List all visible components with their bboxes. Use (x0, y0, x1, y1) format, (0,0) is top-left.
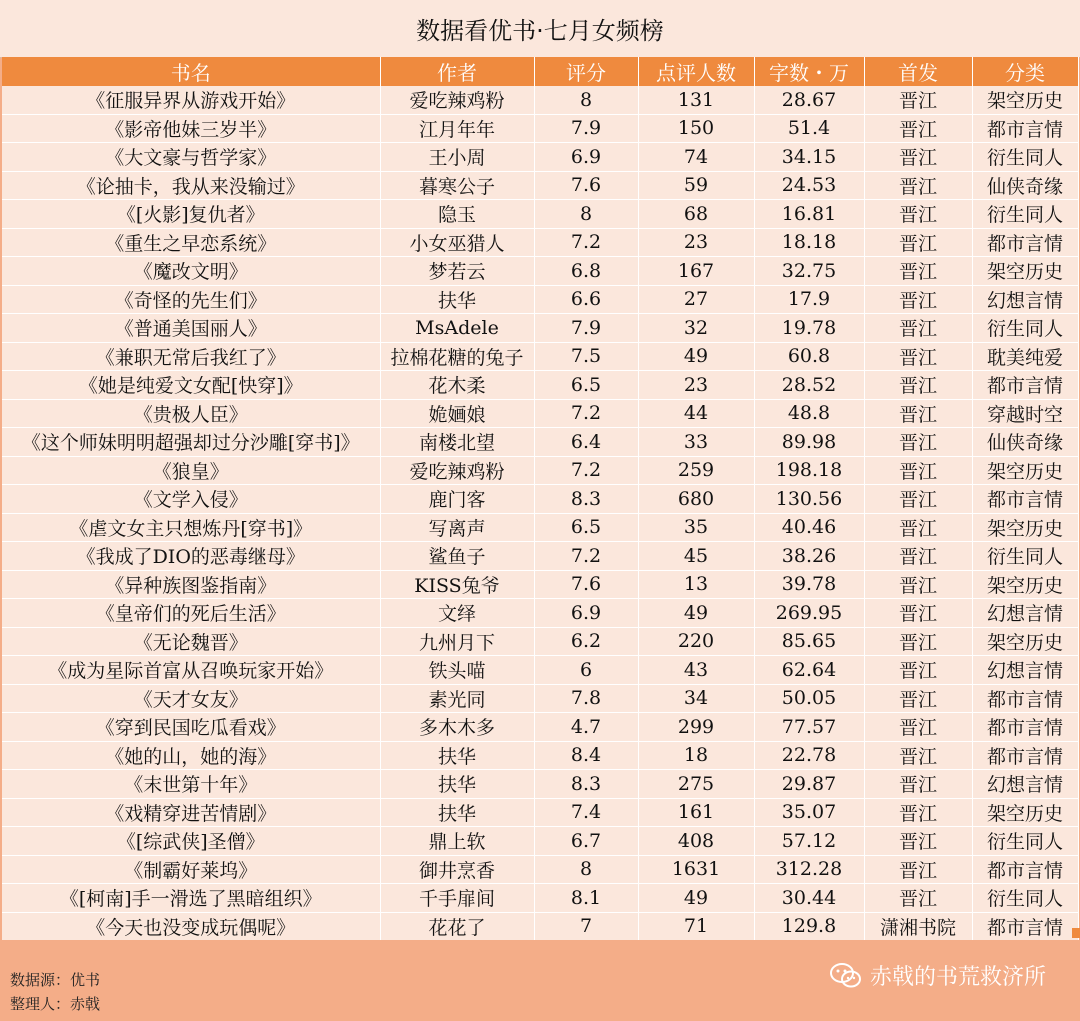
cell-platform: 晋江 (864, 257, 972, 286)
cell-word-count: 60.8 (754, 342, 864, 371)
table-row (2, 456, 1078, 485)
cell-author: 花木柔 (380, 371, 534, 400)
cell-review-count: 259 (638, 456, 754, 485)
cell-review-count: 23 (638, 228, 754, 257)
cell-book-name: 《兼职无常后我红了》 (2, 342, 380, 371)
cell-platform: 晋江 (864, 855, 972, 884)
table-row (2, 228, 1078, 257)
cell-author: 鲨鱼子 (380, 542, 534, 571)
cell-category: 都市言情 (972, 741, 1078, 770)
cell-category: 都市言情 (972, 114, 1078, 143)
table-row (2, 741, 1078, 770)
cell-review-count: 23 (638, 371, 754, 400)
cell-word-count: 17.9 (754, 285, 864, 314)
cell-platform: 晋江 (864, 741, 972, 770)
cell-author: 扶华 (380, 770, 534, 799)
cell-platform: 晋江 (864, 456, 972, 485)
cell-rating: 7.9 (534, 114, 638, 143)
cell-rating: 6 (534, 656, 638, 685)
cell-platform: 晋江 (864, 371, 972, 400)
cell-book-name: 《她的山，她的海》 (2, 741, 380, 770)
cell-author: 鼎上软 (380, 827, 534, 856)
table-row (2, 314, 1078, 343)
cell-author: 九州月下 (380, 627, 534, 656)
cell-book-name: 《末世第十年》 (2, 770, 380, 799)
cell-author: 花花了 (380, 912, 534, 941)
cell-rating: 8 (534, 86, 638, 114)
cell-word-count: 38.26 (754, 542, 864, 571)
cell-rating: 7 (534, 912, 638, 941)
cell-word-count: 34.15 (754, 143, 864, 172)
cell-book-name: 《成为星际首富从召唤玩家开始》 (2, 656, 380, 685)
cell-review-count: 161 (638, 798, 754, 827)
cell-word-count: 16.81 (754, 200, 864, 229)
cell-platform: 晋江 (864, 399, 972, 428)
cell-word-count: 129.8 (754, 912, 864, 941)
cell-review-count: 49 (638, 342, 754, 371)
cell-rating: 6.5 (534, 371, 638, 400)
cell-word-count: 29.87 (754, 770, 864, 799)
cell-word-count: 89.98 (754, 428, 864, 457)
cell-author: MsAdele (380, 314, 534, 343)
cell-review-count: 1631 (638, 855, 754, 884)
table-row (2, 656, 1078, 685)
cell-word-count: 39.78 (754, 570, 864, 599)
table-row (2, 371, 1078, 400)
table-header-row (2, 57, 1078, 86)
table-row (2, 798, 1078, 827)
watermark (830, 960, 1046, 991)
cell-rating: 8 (534, 855, 638, 884)
source-block (10, 968, 100, 1016)
cell-book-name: 《这个师妹明明超强却过分沙雕[穿书]》 (2, 428, 380, 457)
cell-review-count: 49 (638, 884, 754, 913)
table-row (2, 827, 1078, 856)
cell-review-count: 34 (638, 684, 754, 713)
cell-rating: 7.5 (534, 342, 638, 371)
cell-review-count: 43 (638, 656, 754, 685)
cell-platform: 晋江 (864, 684, 972, 713)
cell-word-count: 130.56 (754, 485, 864, 514)
cell-word-count: 22.78 (754, 741, 864, 770)
table-row (2, 855, 1078, 884)
header-book-name: 书名 (2, 57, 380, 86)
table-row (2, 570, 1078, 599)
cell-author: 扶华 (380, 741, 534, 770)
cell-review-count: 299 (638, 713, 754, 742)
wechat-icon (830, 963, 862, 989)
cell-review-count: 408 (638, 827, 754, 856)
editor: 整理人：赤戟 (10, 995, 101, 1013)
cell-word-count: 85.65 (754, 627, 864, 656)
cell-book-name: 《[综武侠]圣僧》 (2, 827, 380, 856)
cell-author: 爱吃辣鸡粉 (380, 86, 534, 114)
cell-rating: 6.7 (534, 827, 638, 856)
table-row (2, 485, 1078, 514)
cell-word-count: 19.78 (754, 314, 864, 343)
cell-author: 扶华 (380, 798, 534, 827)
cell-review-count: 680 (638, 485, 754, 514)
cell-book-name: 《魔改文明》 (2, 257, 380, 286)
cell-word-count: 28.52 (754, 371, 864, 400)
cell-review-count: 68 (638, 200, 754, 229)
cell-review-count: 220 (638, 627, 754, 656)
cell-book-name: 《[柯南]手一滑选了黑暗组织》 (2, 884, 380, 913)
cell-author: 小女巫猎人 (380, 228, 534, 257)
cell-book-name: 《奇怪的先生们》 (2, 285, 380, 314)
cell-review-count: 71 (638, 912, 754, 941)
cell-category: 架空历史 (972, 798, 1078, 827)
cell-category: 幻想言情 (972, 599, 1078, 628)
cell-book-name: 《皇帝们的死后生活》 (2, 599, 380, 628)
cell-book-name: 《大文豪与哲学家》 (2, 143, 380, 172)
cell-rating: 8 (534, 200, 638, 229)
cell-category: 幻想言情 (972, 770, 1078, 799)
cell-category: 都市言情 (972, 485, 1078, 514)
table-row (2, 399, 1078, 428)
cell-word-count: 32.75 (754, 257, 864, 286)
cell-author: 姽婳娘 (380, 399, 534, 428)
cell-author: 拉棉花糖的兔子 (380, 342, 534, 371)
cell-rating: 7.4 (534, 798, 638, 827)
cell-author: 鹿门客 (380, 485, 534, 514)
cell-platform: 晋江 (864, 884, 972, 913)
cell-category: 架空历史 (972, 257, 1078, 286)
cell-category: 仙侠奇缘 (972, 171, 1078, 200)
cell-platform: 晋江 (864, 285, 972, 314)
cell-platform: 晋江 (864, 86, 972, 114)
cell-platform: 晋江 (864, 228, 972, 257)
cell-book-name: 《重生之早恋系统》 (2, 228, 380, 257)
cell-review-count: 33 (638, 428, 754, 457)
table-body (2, 86, 1078, 941)
cell-book-name: 《征服异界从游戏开始》 (2, 86, 380, 114)
cell-review-count: 18 (638, 741, 754, 770)
cell-word-count: 51.4 (754, 114, 864, 143)
cell-platform: 晋江 (864, 342, 972, 371)
cell-rating: 8.3 (534, 485, 638, 514)
cell-book-name: 《普通美国丽人》 (2, 314, 380, 343)
cell-category: 衍生同人 (972, 314, 1078, 343)
cell-author: 御井烹香 (380, 855, 534, 884)
cell-book-name: 《[火影]复仇者》 (2, 200, 380, 229)
header-review-count: 点评人数 (638, 57, 754, 86)
table-row (2, 171, 1078, 200)
cell-category: 衍生同人 (972, 542, 1078, 571)
cell-platform: 晋江 (864, 542, 972, 571)
cell-platform: 晋江 (864, 570, 972, 599)
cell-author: KISS兔爷 (380, 570, 534, 599)
cell-rating: 6.5 (534, 513, 638, 542)
header-rating: 评分 (534, 57, 638, 86)
cell-category: 衍生同人 (972, 827, 1078, 856)
cell-rating: 8.4 (534, 741, 638, 770)
cell-rating: 7.9 (534, 314, 638, 343)
cell-word-count: 198.18 (754, 456, 864, 485)
table-row (2, 513, 1078, 542)
cell-author: 素光同 (380, 684, 534, 713)
cell-book-name: 《戏精穿进苦情剧》 (2, 798, 380, 827)
cell-review-count: 44 (638, 399, 754, 428)
cell-rating: 7.6 (534, 570, 638, 599)
cell-platform: 晋江 (864, 627, 972, 656)
cell-category: 幻想言情 (972, 656, 1078, 685)
cell-author: 爱吃辣鸡粉 (380, 456, 534, 485)
cell-rating: 6.2 (534, 627, 638, 656)
table-row (2, 599, 1078, 628)
cell-review-count: 131 (638, 86, 754, 114)
table-row (2, 86, 1078, 114)
cell-platform: 晋江 (864, 599, 972, 628)
cell-author: 写离声 (380, 513, 534, 542)
cell-rating: 6.6 (534, 285, 638, 314)
cell-author: 千手扉间 (380, 884, 534, 913)
cell-review-count: 35 (638, 513, 754, 542)
table-row (2, 627, 1078, 656)
table-row (2, 342, 1078, 371)
table-row (2, 114, 1078, 143)
cell-book-name: 《我成了DIO的恶毒继母》 (2, 542, 380, 571)
cell-book-name: 《文学入侵》 (2, 485, 380, 514)
cell-category: 衍生同人 (972, 143, 1078, 172)
cell-platform: 晋江 (864, 171, 972, 200)
cell-category: 耽美纯爱 (972, 342, 1078, 371)
cell-category: 架空历史 (972, 570, 1078, 599)
cell-book-name: 《穿到民国吃瓜看戏》 (2, 713, 380, 742)
cell-author: 南楼北望 (380, 428, 534, 457)
table-row (2, 542, 1078, 571)
cell-author: 王小周 (380, 143, 534, 172)
table-row (2, 200, 1078, 229)
footer (0, 940, 1080, 1021)
cell-word-count: 18.18 (754, 228, 864, 257)
cell-review-count: 32 (638, 314, 754, 343)
data-source: 数据源：优书 (10, 971, 101, 989)
cell-rating: 6.9 (534, 599, 638, 628)
cell-category: 衍生同人 (972, 884, 1078, 913)
corner-mark (1072, 928, 1080, 938)
cell-book-name: 《狼皇》 (2, 456, 380, 485)
cell-rating: 7.2 (534, 399, 638, 428)
cell-rating: 7.2 (534, 228, 638, 257)
cell-rating: 7.2 (534, 456, 638, 485)
cell-platform: 晋江 (864, 200, 972, 229)
cell-category: 都市言情 (972, 713, 1078, 742)
cell-book-name: 《天才女友》 (2, 684, 380, 713)
table-row (2, 884, 1078, 913)
cell-word-count: 50.05 (754, 684, 864, 713)
ranking-table (2, 57, 1079, 941)
cell-word-count: 24.53 (754, 171, 864, 200)
cell-platform: 晋江 (864, 114, 972, 143)
cell-rating: 7.2 (534, 542, 638, 571)
cell-word-count: 48.8 (754, 399, 864, 428)
cell-platform: 晋江 (864, 513, 972, 542)
cell-platform: 晋江 (864, 143, 972, 172)
cell-author: 梦若云 (380, 257, 534, 286)
cell-rating: 7.6 (534, 171, 638, 200)
cell-review-count: 59 (638, 171, 754, 200)
cell-category: 架空历史 (972, 513, 1078, 542)
table-row (2, 912, 1078, 941)
title-bar (0, 0, 1080, 58)
cell-author: 扶华 (380, 285, 534, 314)
cell-rating: 6.8 (534, 257, 638, 286)
cell-category: 架空历史 (972, 456, 1078, 485)
cell-book-name: 《无论魏晋》 (2, 627, 380, 656)
cell-review-count: 45 (638, 542, 754, 571)
cell-author: 隐玉 (380, 200, 534, 229)
cell-category: 都市言情 (972, 228, 1078, 257)
cell-platform: 晋江 (864, 770, 972, 799)
cell-category: 都市言情 (972, 684, 1078, 713)
cell-book-name: 《异种族图鉴指南》 (2, 570, 380, 599)
table-row (2, 257, 1078, 286)
header-author: 作者 (380, 57, 534, 86)
cell-review-count: 167 (638, 257, 754, 286)
cell-review-count: 74 (638, 143, 754, 172)
cell-word-count: 35.07 (754, 798, 864, 827)
cell-book-name: 《虐文女主只想炼丹[穿书]》 (2, 513, 380, 542)
cell-platform: 晋江 (864, 485, 972, 514)
cell-category: 都市言情 (972, 855, 1078, 884)
table-row (2, 428, 1078, 457)
cell-review-count: 13 (638, 570, 754, 599)
cell-category: 都市言情 (972, 371, 1078, 400)
cell-word-count: 269.95 (754, 599, 864, 628)
cell-platform: 晋江 (864, 428, 972, 457)
cell-rating: 7.8 (534, 684, 638, 713)
cell-category: 仙侠奇缘 (972, 428, 1078, 457)
cell-category: 架空历史 (972, 627, 1078, 656)
cell-category: 架空历史 (972, 86, 1078, 114)
header-platform: 首发 (864, 57, 972, 86)
cell-rating: 8.1 (534, 884, 638, 913)
cell-rating: 8.3 (534, 770, 638, 799)
cell-author: 文绎 (380, 599, 534, 628)
header-category: 分类 (972, 57, 1078, 86)
cell-word-count: 57.12 (754, 827, 864, 856)
cell-platform: 晋江 (864, 798, 972, 827)
cell-book-name: 《今天也没变成玩偶呢》 (2, 912, 380, 941)
cell-author: 暮寒公子 (380, 171, 534, 200)
table-row (2, 713, 1078, 742)
page-title: 数据看优书·七月女频榜 (416, 17, 664, 45)
cell-word-count: 62.64 (754, 656, 864, 685)
cell-book-name: 《她是纯爱文女配[快穿]》 (2, 371, 380, 400)
cell-platform: 潇湘书院 (864, 912, 972, 941)
cell-platform: 晋江 (864, 827, 972, 856)
cell-platform: 晋江 (864, 314, 972, 343)
cell-rating: 6.9 (534, 143, 638, 172)
cell-platform: 晋江 (864, 656, 972, 685)
cell-author: 多木木多 (380, 713, 534, 742)
watermark-text: 赤戟的书荒救济所 (869, 965, 1046, 990)
cell-rating: 4.7 (534, 713, 638, 742)
table-row (2, 285, 1078, 314)
cell-rating: 6.4 (534, 428, 638, 457)
table-row (2, 770, 1078, 799)
cell-category: 穿越时空 (972, 399, 1078, 428)
cell-author: 江月年年 (380, 114, 534, 143)
cell-category: 幻想言情 (972, 285, 1078, 314)
cell-word-count: 30.44 (754, 884, 864, 913)
cell-category: 都市言情 (972, 912, 1078, 941)
cell-book-name: 《论抽卡，我从来没输过》 (2, 171, 380, 200)
cell-review-count: 27 (638, 285, 754, 314)
cell-word-count: 40.46 (754, 513, 864, 542)
cell-book-name: 《贵极人臣》 (2, 399, 380, 428)
cell-review-count: 150 (638, 114, 754, 143)
cell-author: 铁头喵 (380, 656, 534, 685)
cell-review-count: 275 (638, 770, 754, 799)
cell-word-count: 312.28 (754, 855, 864, 884)
cell-review-count: 49 (638, 599, 754, 628)
cell-category: 衍生同人 (972, 200, 1078, 229)
cell-book-name: 《制霸好莱坞》 (2, 855, 380, 884)
cell-word-count: 28.67 (754, 86, 864, 114)
table-row (2, 143, 1078, 172)
table-row (2, 684, 1078, 713)
cell-platform: 晋江 (864, 713, 972, 742)
cell-book-name: 《影帝他妹三岁半》 (2, 114, 380, 143)
header-word-count: 字数・万 (754, 57, 864, 86)
cell-word-count: 77.57 (754, 713, 864, 742)
